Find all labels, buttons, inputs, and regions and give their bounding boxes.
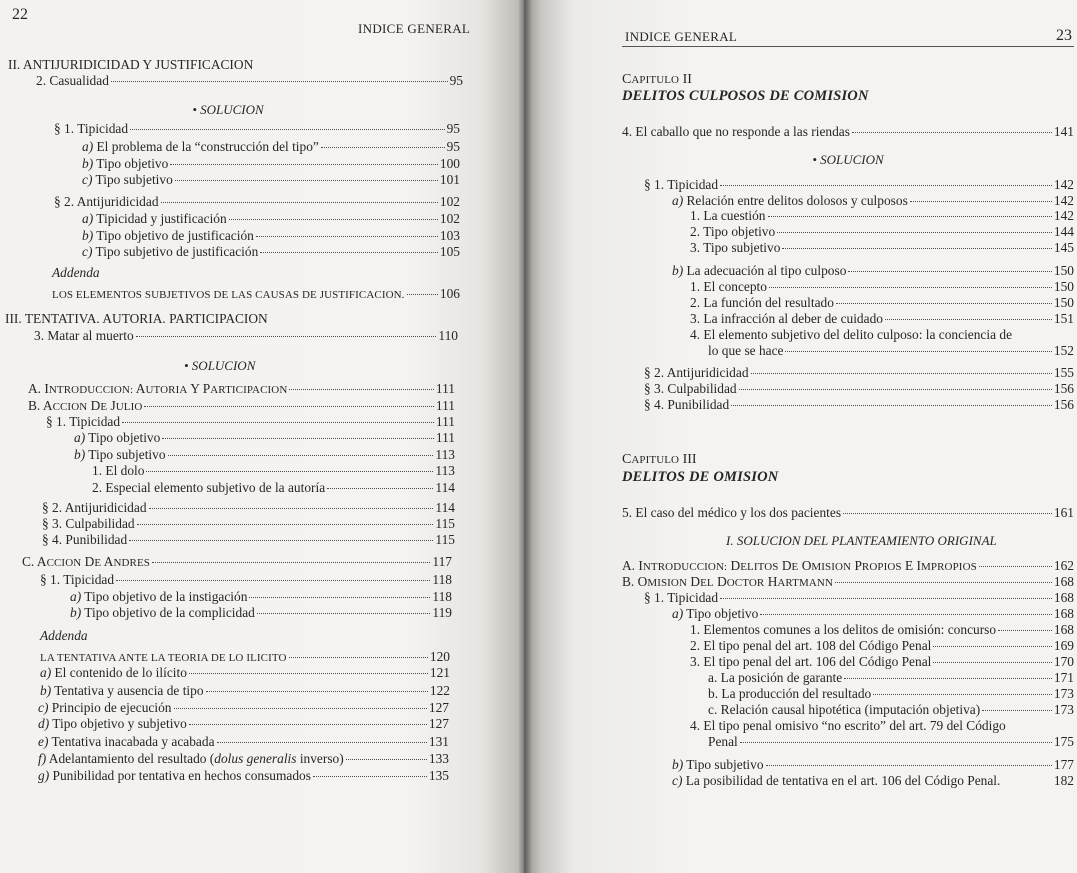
toc-entry-title: c) La posibilidad de tentativa en el art. 106 del Código Penal. — [672, 773, 1001, 788]
toc-line: 4. El elemento subjetivo del delito culposo: la conciencia de — [690, 327, 1013, 342]
toc-entry-title: B. ACCION DE JULIO — [28, 398, 143, 413]
section-title: I. SOLUCION DEL PLANTEAMIENTO ORIGINAL — [726, 533, 997, 548]
dot-leader — [720, 598, 1052, 599]
toc-entry-page: 115 — [435, 532, 455, 547]
toc-entry-page: 95 — [446, 121, 460, 136]
toc-entry — [38, 733, 449, 750]
toc-entry-title: 4. El caballo que no responde a las riendas — [622, 124, 850, 139]
toc-entry-page: 119 — [432, 605, 452, 620]
toc-entry-title: 3. Matar al muerto — [34, 328, 134, 343]
dot-leader — [129, 540, 433, 541]
dot-leader — [885, 319, 1052, 320]
dot-leader — [137, 524, 434, 525]
toc-entry — [82, 155, 460, 172]
toc-entry-page: 142 — [1053, 208, 1074, 223]
toc-entry — [40, 682, 450, 699]
toc-entry-page: 168 — [1053, 622, 1074, 637]
toc-entry-page: 103 — [439, 228, 460, 243]
dot-leader — [933, 646, 1052, 647]
toc-entry-title: 3. El tipo penal del art. 106 del Código Penal — [690, 654, 932, 669]
toc-entry — [52, 285, 460, 304]
toc-entry — [690, 637, 1074, 654]
dot-leader — [116, 580, 430, 581]
toc-entry-title: 1. El dolo — [92, 463, 145, 478]
toc-entry-title: c. Relación causal hipotética (imputación objetiva) — [708, 702, 981, 717]
dot-leader — [852, 132, 1052, 133]
dot-leader — [146, 471, 433, 472]
toc-entry-page: 115 — [435, 516, 455, 531]
toc-entry-title: § 1. Tipicidad — [644, 177, 719, 192]
page-number: 23 — [1056, 27, 1072, 44]
toc-entry-title: A. INTRODUCCION: DELITOS DE OMISION PROPIOS E IMPROPIOS — [622, 558, 977, 573]
left-page — [0, 0, 524, 873]
toc-entry-page: 117 — [432, 554, 452, 569]
toc-entry — [92, 479, 455, 496]
dot-leader — [152, 562, 430, 563]
dot-leader — [161, 202, 438, 203]
toc-entry-title: b) Tipo objetivo de justificación — [82, 228, 254, 243]
toc-entry — [690, 653, 1074, 670]
toc-entry-page: 175 — [1053, 734, 1074, 749]
dot-leader — [782, 248, 1051, 249]
toc-entry-title: a) Tipo objetivo — [74, 430, 161, 445]
toc-entry — [644, 176, 1074, 193]
toc-entry-title: a) Tipicidad y justificación — [82, 211, 227, 226]
toc-entry-page: 142 — [1053, 193, 1074, 208]
toc-entry — [690, 239, 1074, 256]
toc-entry-page: 135 — [428, 768, 449, 783]
dot-leader — [170, 164, 438, 165]
toc-entry-page: 127 — [428, 716, 449, 731]
toc-entry-title: b) Tipo objetivo de la complicidad — [70, 605, 255, 620]
toc-entry-page: 142 — [1053, 177, 1074, 192]
toc-line: 4. El tipo penal omisivo “no escrito” del art. 79 del Código — [690, 718, 1006, 733]
section-title: • SOLUCION — [812, 152, 884, 167]
toc-entry-page: 171 — [1053, 670, 1074, 685]
toc-entry — [82, 227, 460, 244]
dot-leader — [836, 303, 1052, 304]
toc-entry — [644, 589, 1074, 606]
toc-entry-title: 3. La infracción al deber de cuidado — [690, 311, 883, 326]
toc-entry-page: 113 — [435, 447, 455, 462]
toc-entry-page: 114 — [435, 500, 455, 515]
toc-entry-title: b) Tipo subjetivo — [74, 447, 166, 462]
dot-leader — [982, 710, 1052, 711]
dot-leader — [346, 759, 427, 760]
toc-entry-page: 162 — [1053, 558, 1074, 573]
toc-entry-page: 100 — [439, 156, 460, 171]
toc-entry-title: § 2. Antijuridicidad — [54, 194, 159, 209]
toc-entry-title: g) Punibilidad por tentativa en hechos consumados — [38, 768, 311, 783]
toc-entry-page: 111 — [435, 414, 455, 429]
toc-entry-title: b. La producción del resultado — [708, 686, 872, 701]
toc-entry-title: b) Tipo subjetivo — [672, 757, 764, 772]
toc-entry — [40, 571, 452, 588]
dot-leader — [768, 216, 1052, 217]
dot-leader — [249, 597, 430, 598]
toc-entry — [672, 772, 1074, 789]
toc-entry-title: lo que se hace — [708, 343, 784, 358]
toc-entry-title: 1. Elementos comunes a los delitos de omisión: concurso — [690, 622, 997, 637]
toc-entry — [42, 515, 455, 532]
dot-leader — [769, 287, 1052, 288]
toc-entry-title: c) Principio de ejecución — [38, 700, 172, 715]
toc-entry-page: 168 — [1053, 574, 1074, 589]
toc-entry-page: 133 — [428, 751, 449, 766]
toc-entry — [708, 342, 1074, 359]
dot-leader — [760, 614, 1052, 615]
toc-entry-title: a) El problema de la “construcción del tipo” — [82, 139, 319, 154]
toc-entry-title: 5. El caso del médico y los dos pacientes — [622, 505, 842, 520]
toc-entry-title: c) Tipo subjetivo — [82, 172, 173, 187]
toc-entry-page: 145 — [1053, 240, 1074, 255]
toc-entry — [54, 193, 460, 210]
toc-entry-title: 2. Casualidad — [36, 73, 109, 88]
toc-entry-title: a) Tipo objetivo — [672, 606, 759, 621]
toc-entry — [622, 504, 1074, 521]
dot-leader — [979, 566, 1052, 567]
toc-entry-page: 161 — [1053, 505, 1074, 520]
dot-leader — [175, 180, 438, 181]
toc-line: Addenda — [52, 265, 100, 280]
chapter-title: DELITOS DE OMISION — [622, 469, 779, 485]
dot-leader — [256, 236, 438, 237]
header-rule — [622, 46, 1074, 47]
toc-entry-title: e) Tentativa inacabada y acabada — [38, 734, 215, 749]
toc-entry-title: § 2. Antijuridicidad — [42, 500, 147, 515]
dot-leader — [910, 201, 1052, 202]
toc-entry — [74, 446, 455, 463]
dot-leader — [111, 81, 448, 82]
dot-leader — [835, 582, 1052, 583]
toc-entry — [708, 685, 1074, 702]
toc-entry — [672, 756, 1074, 773]
toc-entry-title: b) La adecuación al tipo culposo — [672, 263, 847, 278]
toc-entry — [54, 120, 460, 137]
toc-entry-title: § 1. Tipicidad — [40, 572, 115, 587]
toc-entry-title: B. OMISION DEL DOCTOR HARTMANN — [622, 574, 834, 589]
toc-entry-page: 102 — [439, 211, 460, 226]
toc-entry-title: § 3. Culpabilidad — [644, 381, 737, 396]
toc-entry-page: 169 — [1053, 638, 1074, 653]
toc-entry-page: 122 — [429, 683, 450, 698]
dot-leader — [327, 488, 433, 489]
toc-entry — [708, 701, 1074, 718]
toc-entry-title: C. ACCION DE ANDRES — [22, 554, 150, 569]
toc-entry-page: 150 — [1053, 279, 1074, 294]
toc-entry-page: 156 — [1053, 381, 1074, 396]
dot-leader — [257, 613, 431, 614]
toc-entry-page: 111 — [435, 398, 455, 413]
toc-entry — [644, 396, 1074, 413]
dot-leader — [149, 508, 434, 509]
toc-entry — [644, 364, 1074, 381]
toc-entry-title: c) Tipo subjetivo de justificación — [82, 244, 259, 259]
dot-leader — [785, 351, 1051, 352]
toc-entry-title: b) Tipo objetivo — [82, 156, 169, 171]
toc-entry — [70, 588, 452, 605]
dot-leader — [843, 513, 1052, 514]
toc-entry-title: § 1. Tipicidad — [54, 121, 129, 136]
toc-entry — [672, 262, 1074, 279]
toc-entry-page: 118 — [432, 589, 452, 604]
dot-leader — [136, 336, 437, 337]
toc-entry-title: § 1. Tipicidad — [644, 590, 719, 605]
toc-entry-page: 110 — [438, 328, 458, 343]
toc-entry-page: 155 — [1053, 365, 1074, 380]
dot-leader — [844, 678, 1052, 679]
toc-entry-page: 170 — [1053, 654, 1074, 669]
toc-line: II. ANTIJURIDICIDAD Y JUSTIFICACION — [8, 57, 254, 72]
toc-entry-page: 131 — [428, 734, 449, 749]
dot-leader — [122, 422, 434, 423]
toc-entry-page: 120 — [429, 649, 450, 664]
chapter-title: DELITOS CULPOSOS DE COMISION — [622, 88, 869, 104]
toc-entry — [622, 123, 1074, 140]
dot-leader — [731, 405, 1052, 406]
toc-entry-page: 168 — [1053, 590, 1074, 605]
dot-leader — [933, 662, 1052, 663]
toc-entry-title: § 4. Punibilidad — [42, 532, 128, 547]
toc-entry-title: LOS ELEMENTOS SUBJETIVOS DE LAS CAUSAS DE JUSTIFICACION. — [52, 289, 405, 301]
toc-entry-title: a) Relación entre delitos dolosos y culposos — [672, 193, 908, 208]
toc-entry-title: a) Tipo objetivo de la instigación — [70, 589, 248, 604]
toc-entry-page: 127 — [428, 700, 449, 715]
toc-entry-title: § 3. Culpabilidad — [42, 516, 135, 531]
toc-entry — [82, 210, 460, 227]
toc-entry-page: 101 — [439, 172, 460, 187]
dot-leader — [289, 657, 428, 658]
toc-entry-page: 102 — [439, 194, 460, 209]
toc-entry-page: 111 — [435, 381, 455, 396]
toc-entry — [708, 733, 1074, 750]
dot-leader — [998, 630, 1052, 631]
dot-leader — [144, 406, 434, 407]
toc-entry-title: § 1. Tipicidad — [46, 414, 121, 429]
dot-leader — [848, 271, 1052, 272]
toc-entry-title: 1. El concepto — [690, 279, 767, 294]
dot-leader — [720, 185, 1052, 186]
toc-entry-page: 150 — [1053, 263, 1074, 278]
toc-entry-page: 144 — [1053, 224, 1074, 239]
dot-leader — [217, 742, 427, 743]
section-title: • SOLUCION — [184, 358, 256, 373]
dot-leader — [260, 252, 438, 253]
toc-entry-page: 152 — [1053, 343, 1074, 358]
dot-leader — [873, 694, 1052, 695]
dot-leader — [162, 438, 434, 439]
toc-entry-title: b) Tentativa y ausencia de tipo — [40, 683, 204, 698]
toc-entry-page: 182 — [1053, 773, 1074, 788]
toc-entry-title: 2. El tipo penal del art. 108 del Código Penal — [690, 638, 932, 653]
toc-entry — [38, 699, 449, 716]
toc-entry-page: 95 — [446, 139, 460, 154]
toc-entry-title: a. La posición de garante — [708, 670, 843, 685]
toc-entry — [82, 138, 460, 155]
toc-entry — [42, 499, 455, 516]
dot-leader — [289, 389, 434, 390]
toc-entry — [672, 605, 1074, 622]
dot-leader — [189, 724, 427, 725]
dot-leader — [751, 373, 1052, 374]
toc-entry — [690, 294, 1074, 311]
toc-entry — [22, 553, 452, 572]
toc-line: Addenda — [40, 628, 88, 643]
toc-entry — [34, 327, 458, 344]
running-head: INDICE GENERAL — [625, 29, 738, 44]
toc-entry-page: 95 — [449, 73, 463, 88]
toc-entry — [644, 380, 1074, 397]
toc-entry-title: 2. Especial elemento subjetivo de la autoría — [92, 480, 326, 495]
toc-entry-page: 106 — [439, 286, 460, 301]
dot-leader — [740, 742, 1052, 743]
toc-entry-title: A. INTRODUCCION: AUTORIA Y PARTICIPACION — [28, 381, 288, 396]
dot-leader — [313, 776, 427, 777]
toc-entry-page: 168 — [1053, 606, 1074, 621]
toc-entry-title: § 4. Punibilidad — [644, 397, 730, 412]
dot-leader — [168, 455, 434, 456]
toc-entry — [708, 669, 1074, 686]
right-page — [524, 0, 1077, 873]
toc-entry — [36, 72, 463, 89]
toc-entry — [74, 429, 455, 446]
page-number: 22 — [12, 6, 28, 23]
toc-entry-title: LA TENTATIVA ANTE LA TEORIA DE LO ILICITO — [40, 652, 287, 664]
dot-leader — [766, 765, 1052, 766]
toc-entry — [690, 223, 1074, 240]
toc-entry-page: 111 — [435, 430, 455, 445]
toc-entry-title: 3. Tipo subjetivo — [690, 240, 781, 255]
toc-entry-page: 173 — [1053, 686, 1074, 701]
toc-entry-title: d) Tipo objetivo y subjetivo — [38, 716, 187, 731]
toc-entry — [40, 664, 450, 681]
chapter-label: CAPITULO III — [622, 452, 697, 467]
toc-entry-title: Penal — [708, 734, 738, 749]
dot-leader — [229, 219, 438, 220]
running-head: INDICE GENERAL — [358, 21, 471, 36]
toc-entry-page: 151 — [1053, 311, 1074, 326]
toc-line: III. TENTATIVA. AUTORIA. PARTICIPACION — [5, 311, 268, 326]
toc-entry-title: a) El contenido de lo ilícito — [40, 665, 187, 680]
toc-entry — [38, 715, 449, 732]
toc-entry-title: 2. Tipo objetivo — [690, 224, 776, 239]
dot-leader — [174, 708, 427, 709]
toc-entry-page: 113 — [435, 463, 455, 478]
toc-entry-page: 156 — [1053, 397, 1074, 412]
toc-entry-title: 2. La función del resultado — [690, 295, 834, 310]
dot-leader — [206, 691, 428, 692]
book-gutter — [518, 0, 532, 873]
toc-entry-page: 114 — [435, 480, 455, 495]
chapter-label: CAPITULO II — [622, 72, 692, 87]
toc-entry-page: 118 — [432, 572, 452, 587]
toc-entry — [70, 604, 452, 621]
dot-leader — [321, 147, 445, 148]
toc-entry-title: f) Adelantamiento del resultado (dolus generalis inverso) — [38, 751, 344, 766]
dot-leader — [130, 129, 445, 130]
dot-leader — [189, 673, 428, 674]
toc-entry-page: 177 — [1053, 757, 1074, 772]
toc-entry-title: § 2. Antijuridicidad — [644, 365, 749, 380]
dot-leader — [777, 232, 1052, 233]
toc-entry — [82, 243, 460, 260]
toc-entry-page: 121 — [429, 665, 450, 680]
toc-entry-page: 150 — [1053, 295, 1074, 310]
toc-entry-title: 1. La cuestión — [690, 208, 766, 223]
toc-entry — [46, 413, 455, 430]
toc-entry-page: 173 — [1053, 702, 1074, 717]
toc-entry — [92, 462, 455, 479]
toc-entry — [690, 310, 1074, 327]
toc-entry-page: 141 — [1053, 124, 1074, 139]
toc-entry — [82, 171, 460, 188]
dot-leader — [739, 389, 1052, 390]
toc-entry — [690, 207, 1074, 224]
section-title: • SOLUCION — [192, 102, 264, 117]
toc-entry — [690, 621, 1074, 638]
toc-entry-page: 105 — [439, 244, 460, 259]
toc-entry — [38, 767, 449, 784]
toc-entry — [690, 278, 1074, 295]
dot-leader — [407, 294, 438, 295]
toc-entry — [42, 531, 455, 548]
toc-entry — [38, 750, 449, 767]
